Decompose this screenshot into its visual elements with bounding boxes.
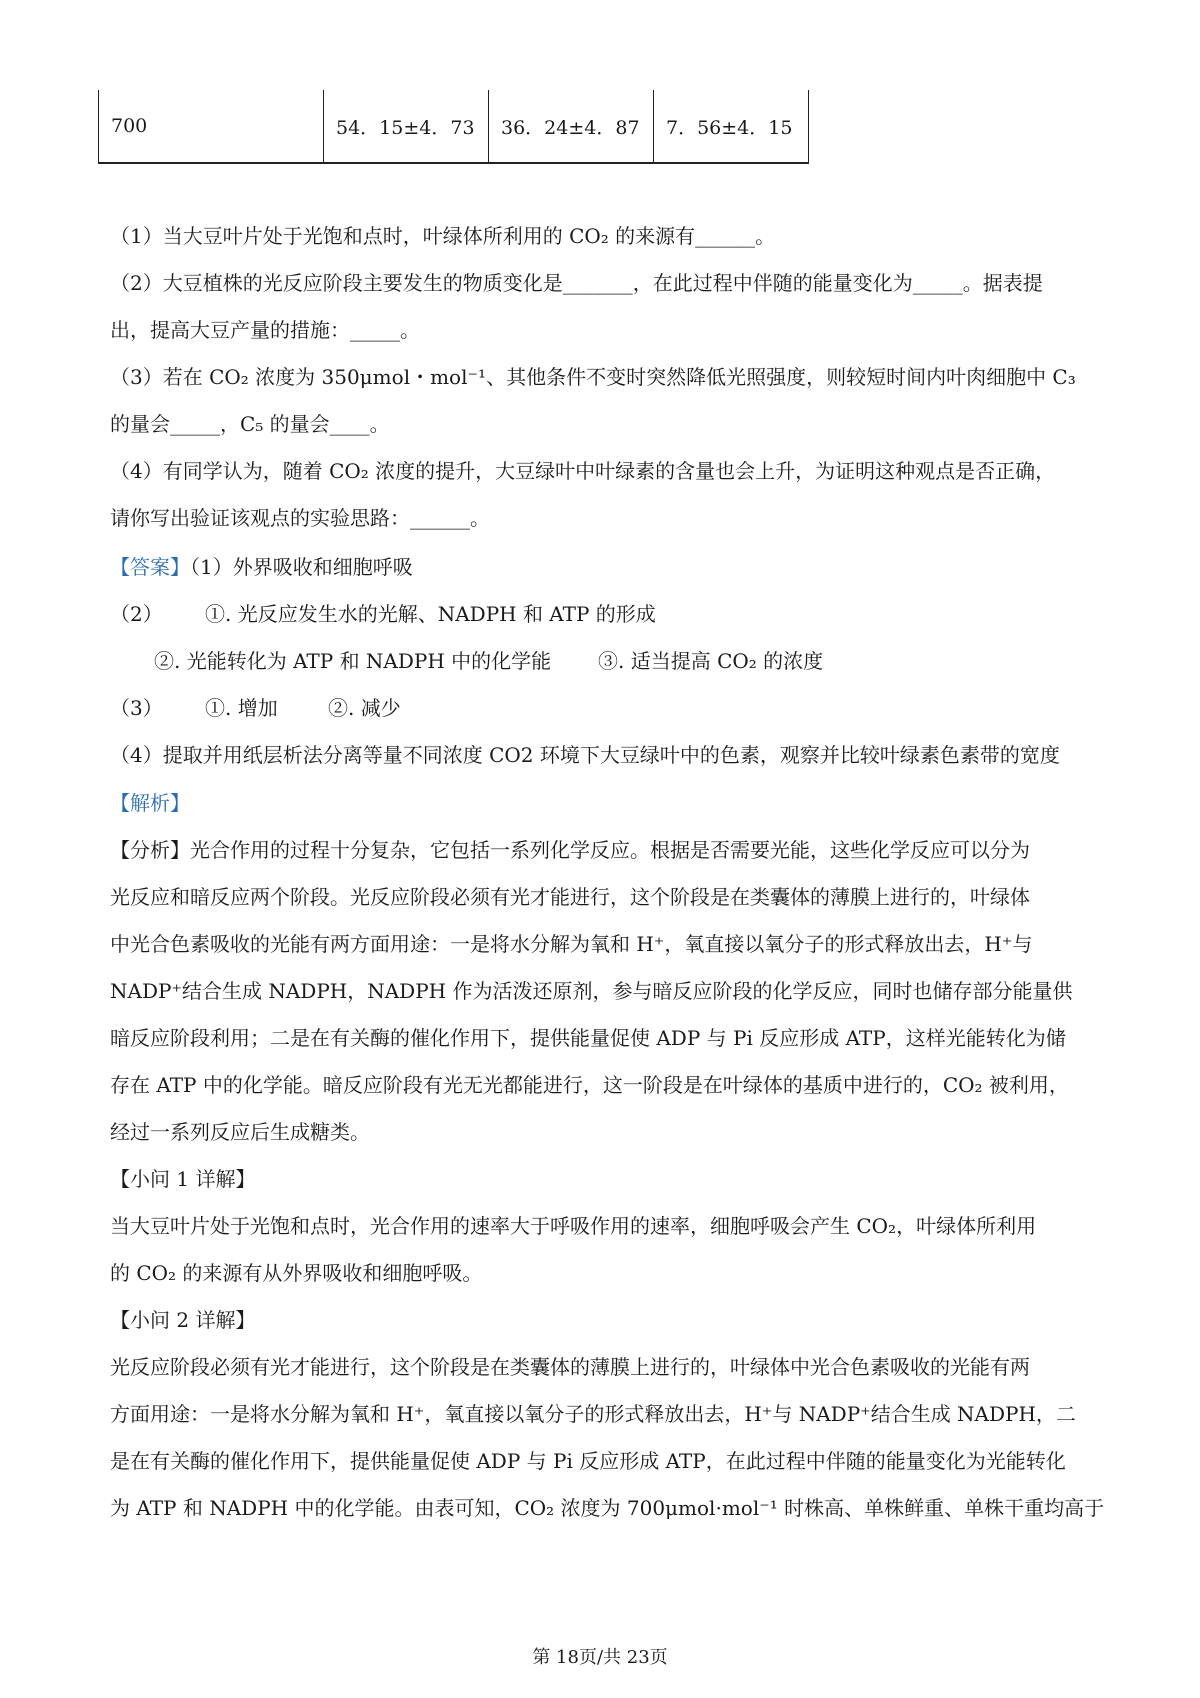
answer-line-2 [110, 601, 1100, 627]
answer-2-item-1: ①. 光反应发生水的光解、NADPH 和 ATP 的形成 [205, 602, 656, 626]
analysis-line: 存在 ATP 中的化学能。暗反应阶段有光无光都能进行，这一阶段是在叶绿体的基质中进行的，CO₂ 被利用， [110, 1073, 1069, 1097]
answer-3-item-1: ①. 增加 [205, 696, 278, 720]
data-table-fragment [98, 90, 809, 164]
answer-line-4 [110, 695, 1100, 721]
analysis-line: 【分析】光合作用的过程十分复杂，它包括一系列化学反应。根据是否需要光能，这些化学反应可以分为 [110, 838, 1030, 862]
answer-2-label: （2） [110, 602, 163, 626]
analysis-line: 经过一系列反应后生成糖类。 [110, 1120, 370, 1144]
answer-1: （1）外界吸收和细胞呼吸 [190, 555, 413, 579]
answer-3-item-2: ②. 减少 [328, 696, 401, 720]
answer-3-label: （3） [110, 696, 163, 720]
page-footer: 第 18页/共 23页 [532, 1647, 668, 1668]
question-1: （1）当大豆叶片处于光饱和点时，叶绿体所利用的 CO₂ 的来源有______。 [110, 224, 776, 248]
analysis-line: 暗反应阶段利用；二是在有关酶的催化作用下，提供能量促使 ADP 与 Pi 反应形成 ATP，这样光能转化为储 [110, 1026, 1066, 1050]
question-4-line-2: 请你写出验证该观点的实验思路：______。 [110, 506, 490, 530]
answer-tag: 【答案】 [110, 555, 190, 579]
sub-question-2-line: 是在有关酶的催化作用下，提供能量促使 ADP 与 Pi 反应形成 ATP，在此过程中伴随的能量变化为光能转化 [110, 1449, 1066, 1473]
sub-question-1-line: 当大豆叶片处于光饱和点时，光合作用的速率大于呼吸作用的速率，细胞呼吸会产生 CO₂，叶绿体所利用 [110, 1214, 1037, 1238]
analysis-tag: 【解析】 [110, 791, 190, 815]
table-cell: 700 [99, 90, 324, 163]
sub-question-2-line: 光反应阶段必须有光才能进行，这个阶段是在类囊体的薄膜上进行的，叶绿体中光合色素吸收的光能有两 [110, 1355, 1030, 1379]
analysis-line: 光反应和暗反应两个阶段。光反应阶段必须有光才能进行，这个阶段是在类囊体的薄膜上进行的，叶绿体 [110, 885, 1030, 909]
question-2-line-2: 出，提高大豆产量的措施：_____。 [110, 318, 420, 342]
answer-line-1 [110, 554, 1100, 580]
answer-2-item-2: ②. 光能转化为 ATP 和 NADPH 中的化学能 [154, 649, 552, 673]
sub-question-2-line: 为 ATP 和 NADPH 中的化学能。由表可知，CO₂ 浓度为 700μmol·mol⁻¹ 时株高、单株鲜重、单株干重均高于 [110, 1496, 1105, 1520]
analysis-line: NADP⁺结合生成 NADPH，NADPH 作为活泼还原剂，参与暗反应阶段的化学反应，同时也储存部分能量供 [110, 979, 1073, 1003]
sub-question-2-title: 【小问 2 详解】 [110, 1308, 256, 1332]
answer-2-item-3: ③. 适当提高 CO₂ 的浓度 [598, 649, 824, 673]
sub-question-2-line: 方面用途：一是将水分解为氧和 H⁺，氧直接以氧分子的形式释放出去，H⁺与 NADP⁺结合生成 NADPH，二 [110, 1402, 1076, 1426]
answer-4: （4）提取并用纸层析法分离等量不同浓度 CO2 环境下大豆绿叶中的色素，观察并比较叶绿素色素带的宽度 [110, 743, 1060, 767]
table-cell: 7．56±4．15 [654, 90, 809, 163]
table-cell: 54．15±4．73 [324, 90, 489, 163]
table-row [99, 90, 809, 163]
sub-question-1-line: 的 CO₂ 的来源有从外界吸收和细胞呼吸。 [110, 1261, 483, 1285]
question-4-line-1: （4）有同学认为，随着 CO₂ 浓度的提升，大豆绿叶中叶绿素的含量也会上升，为证明这种观点是否正确， [110, 459, 1056, 483]
sub-question-1-title: 【小问 1 详解】 [110, 1167, 256, 1191]
analysis-line: 中光合色素吸收的光能有两方面用途：一是将水分解为氧和 H⁺，氧直接以氧分子的形式释放出去，H⁺与 [110, 932, 1033, 956]
question-3-line-2: 的量会_____，C₅ 的量会____。 [110, 412, 390, 436]
question-3-line-1: （3）若在 CO₂ 浓度为 350μmol・mol⁻¹、其他条件不变时突然降低光照强度，则较短时间内叶肉细胞中 C₃ [110, 365, 1076, 389]
table-cell: 36．24±4．87 [489, 90, 654, 163]
question-2-line-1: （2）大豆植株的光反应阶段主要发生的物质变化是_______，在此过程中伴随的能量变化为_____。据表提 [110, 271, 1043, 295]
